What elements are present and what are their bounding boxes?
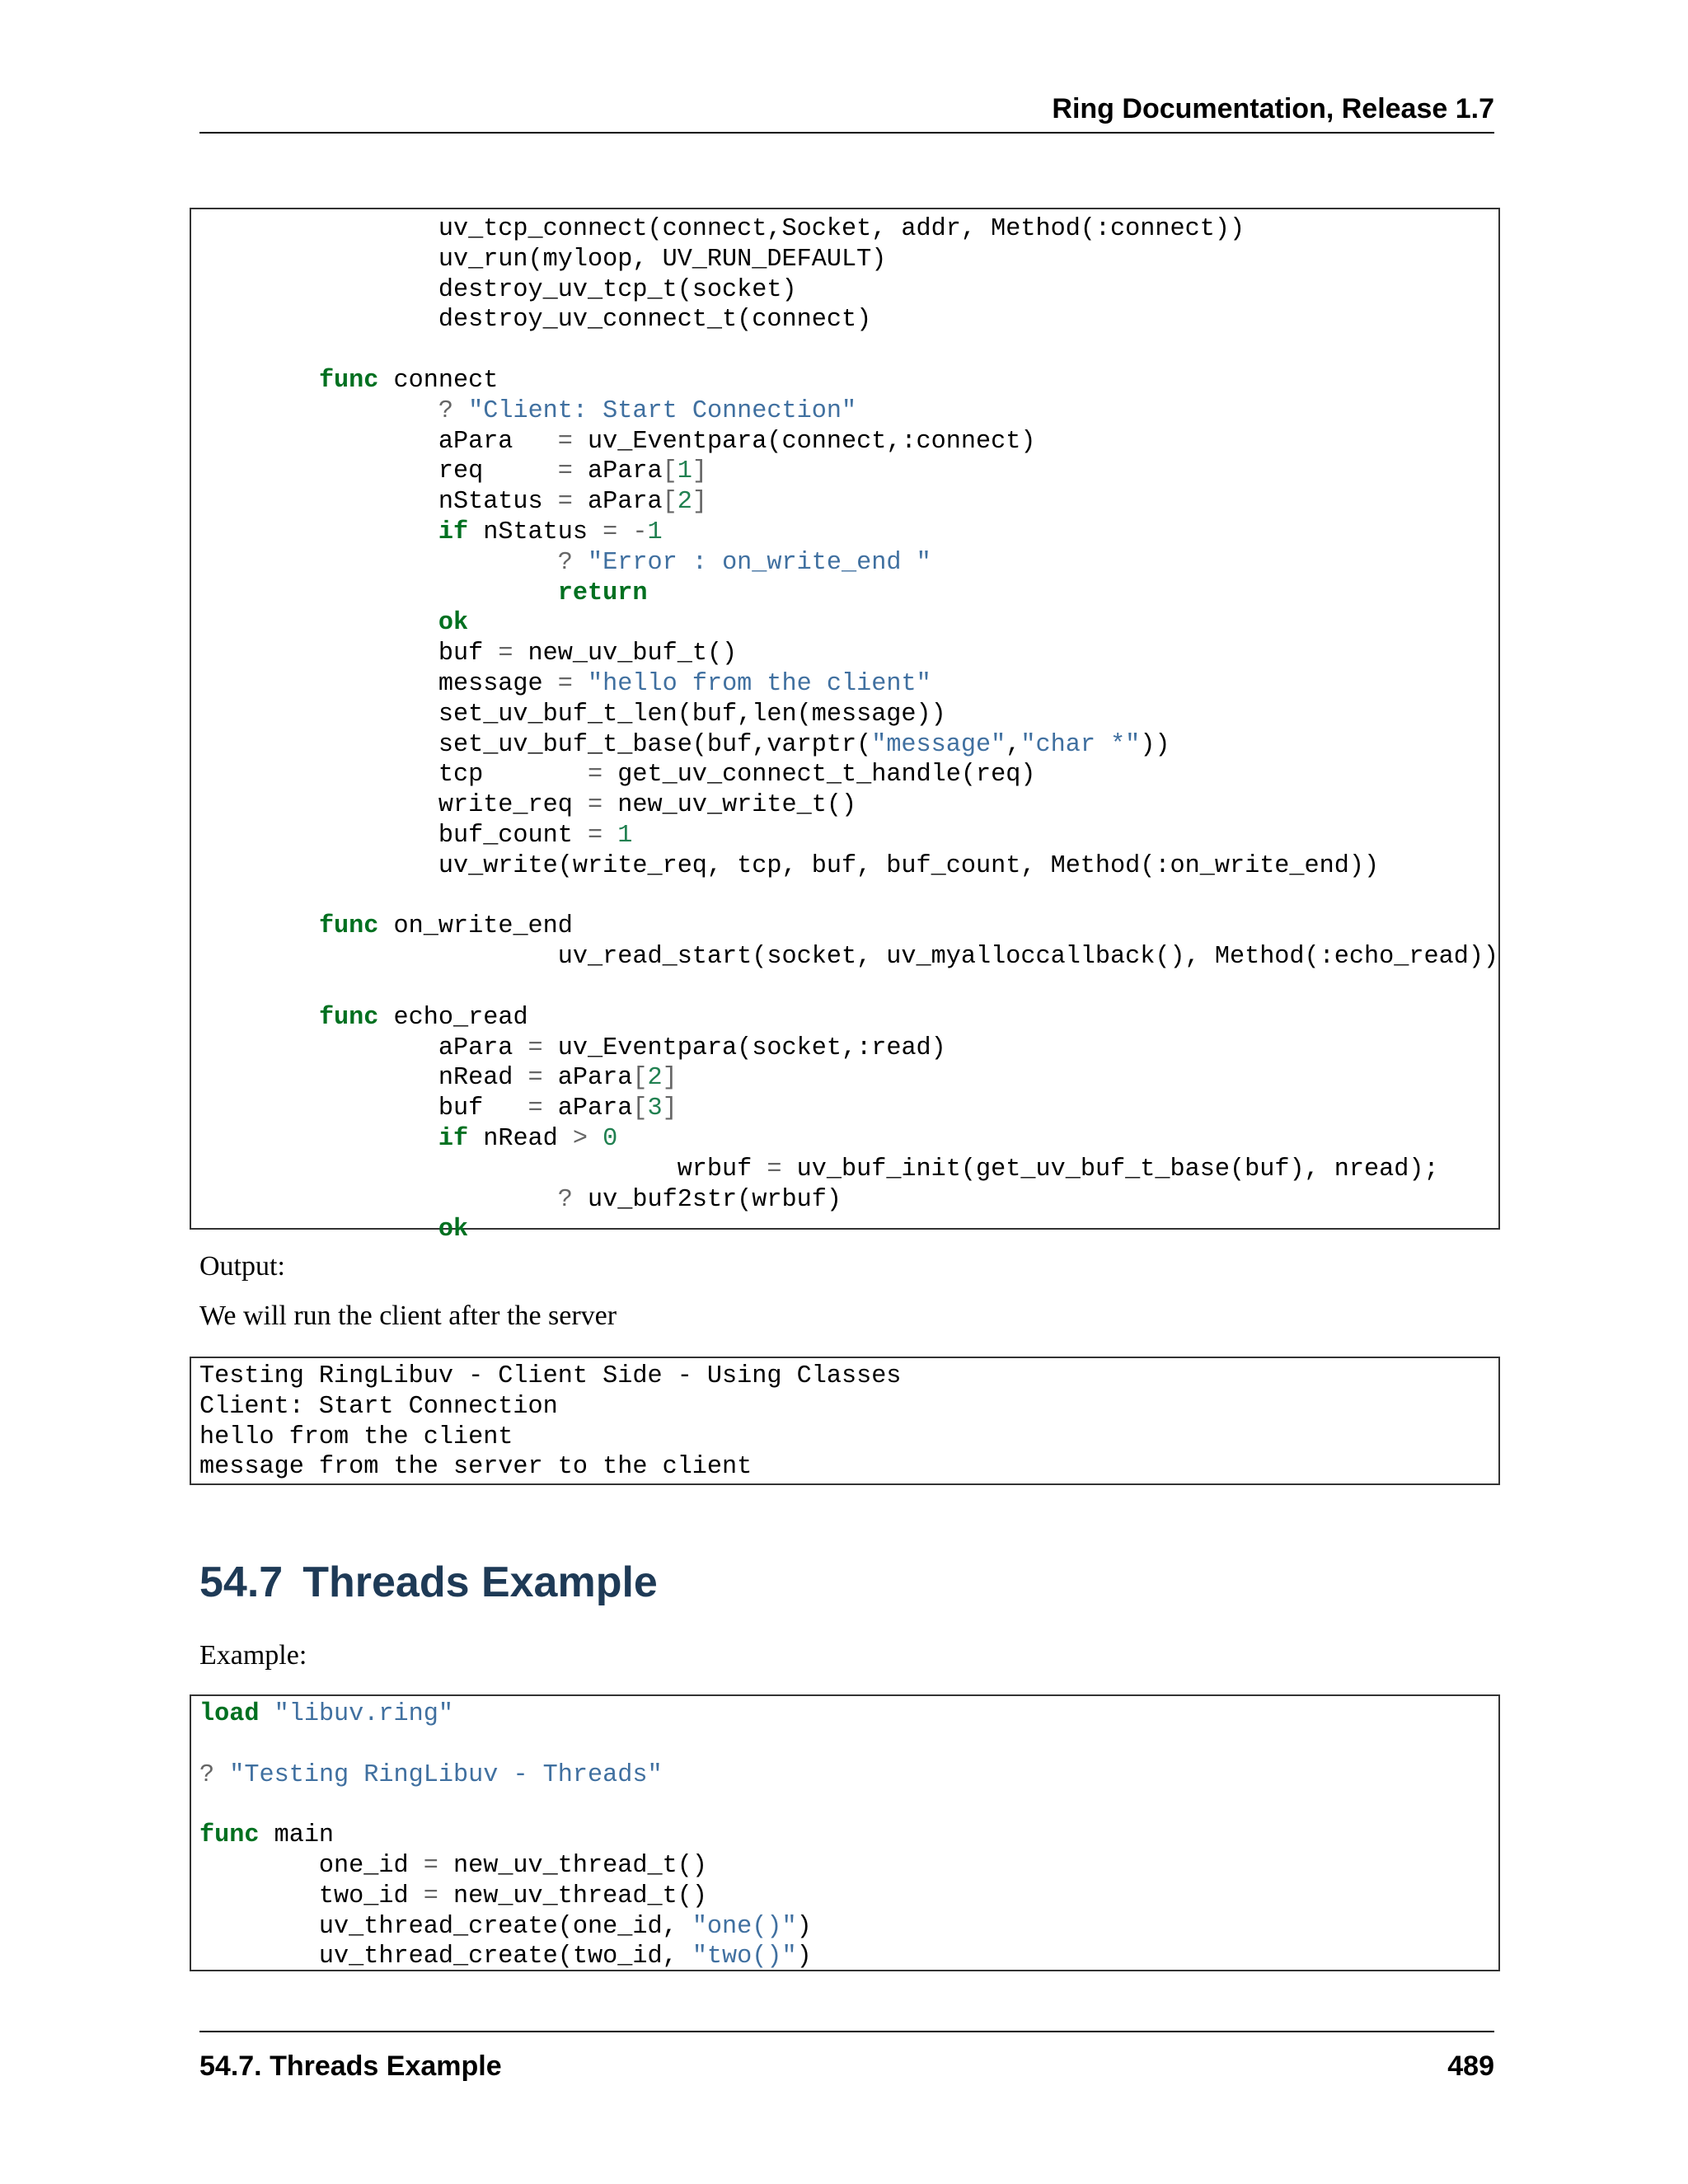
code-line: two_id = new_uv_thread_t() (199, 1882, 707, 1910)
code-line: buf = new_uv_buf_t() (199, 640, 738, 668)
code-line: hello from the client (199, 1422, 513, 1451)
code-line: return (557, 579, 648, 607)
code-line: uv_thread_create(two_id, "two()") (199, 1943, 812, 1971)
code-line: uv_read_start(socket, uv_myalloccallback(), Method(:echo_read)) (199, 943, 1499, 972)
section-title: Threads Example (302, 1558, 658, 1606)
code-line (199, 972, 1498, 1003)
code-line: if nRead > 0 (438, 1124, 618, 1153)
page-number: 489 (1447, 2050, 1494, 2082)
code-line: ok (438, 1216, 469, 1244)
code-line: ? "Error : on_write_end " (557, 548, 931, 577)
code-line: ok (438, 609, 469, 638)
code-line: req = aPara[1] (199, 457, 707, 486)
code-line: func main (199, 1821, 335, 1850)
code-line (199, 882, 1498, 912)
code-line: ? uv_buf2str(wrbuf) (557, 1185, 842, 1214)
footer-section: 54.7. Threads Example (199, 2050, 502, 2082)
run-note: We will run the client after the server (199, 1301, 617, 1331)
code-line: if nStatus = -1 (438, 518, 663, 546)
code-line: destroy_uv_tcp_t(socket) (199, 275, 797, 304)
code-line (199, 1790, 1498, 1821)
output-label: Output: (199, 1251, 285, 1282)
code-line: set_uv_buf_t_len(buf,len(message)) (199, 700, 946, 729)
code-line: aPara = uv_Eventpara(connect,:connect) (199, 427, 1036, 456)
code-line: wrbuf = uv_buf_init(get_uv_buf_t_base(buf), nread); (199, 1155, 1439, 1183)
code-line: message = "hello from the client" (199, 669, 931, 698)
code-block-output (190, 1357, 1500, 1485)
code-line: uv_run(myloop, UV_RUN_DEFAULT) (199, 245, 887, 274)
code-line: set_uv_buf_t_base(buf,varptr("message","char *")) (199, 730, 1170, 759)
code-line: aPara = uv_Eventpara(socket,:read) (199, 1033, 946, 1062)
code-line: message from the server to the client (199, 1453, 753, 1482)
code-line: Testing RingLibuv - Client Side - Using Classes (199, 1362, 902, 1390)
code-line: ? "Client: Start Connection" (438, 396, 857, 425)
code-line: nStatus = aPara[2] (199, 488, 707, 517)
code-line (199, 335, 1498, 366)
code-line: destroy_uv_connect_t(connect) (199, 306, 872, 335)
code-line: func connect (318, 366, 499, 395)
code-line (199, 1730, 1498, 1760)
page-footer (199, 2031, 1494, 2082)
running-header: Ring Documentation, Release 1.7 (199, 92, 1494, 134)
code-line: Client: Start Connection (199, 1392, 558, 1421)
code-line: uv_tcp_connect(connect,Socket, addr, Method(:connect)) (199, 215, 1245, 243)
code-block-threads (190, 1694, 1500, 1971)
code-line: one_id = new_uv_thread_t() (199, 1851, 707, 1880)
code-block-client (190, 208, 1500, 1244)
section-heading (199, 1558, 658, 1607)
code-line: uv_thread_create(one_id, "one()") (199, 1912, 812, 1941)
code-line: load "libuv.ring" (199, 1700, 453, 1728)
code-line: ? "Testing RingLibuv - Threads" (199, 1760, 663, 1789)
section-number: 54.7 (199, 1558, 284, 1606)
example-label: Example: (199, 1640, 307, 1671)
code-line: buf = aPara[3] (199, 1094, 678, 1123)
code-line: nRead = aPara[2] (199, 1064, 678, 1093)
code-line: buf_count = 1 (199, 821, 633, 850)
code-line: func echo_read (318, 1003, 528, 1032)
code-line: tcp = get_uv_connect_t_handle(req) (199, 761, 1036, 790)
code-line: write_req = new_uv_write_t() (199, 791, 857, 820)
code-line: uv_write(write_req, tcp, buf, buf_count, Method(:on_write_end)) (199, 851, 1380, 880)
code-line: func on_write_end (318, 912, 573, 941)
